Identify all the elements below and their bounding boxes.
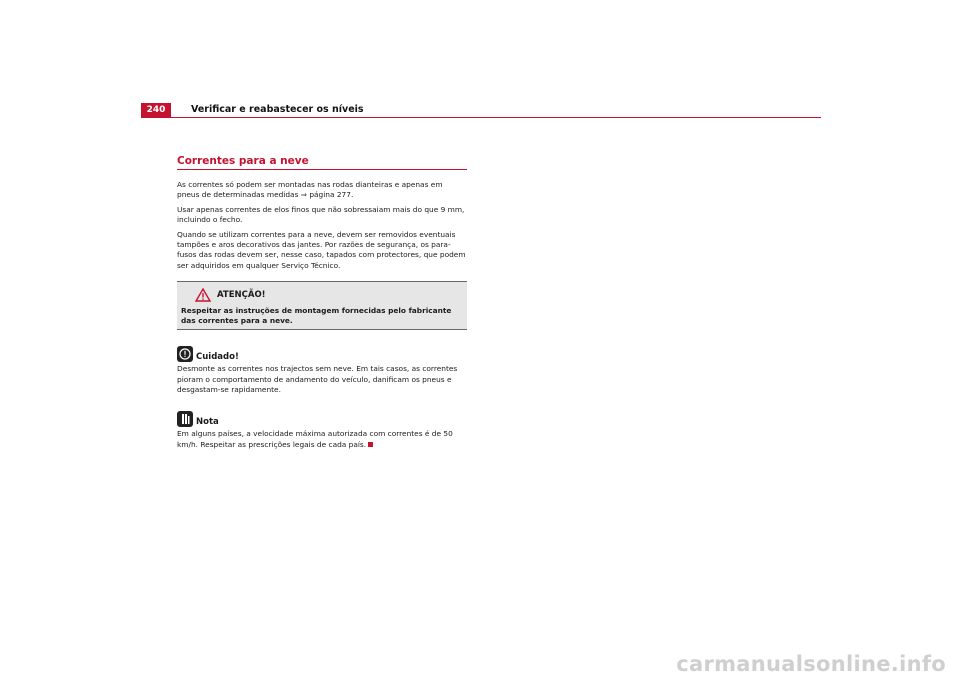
end-of-section-mark — [368, 442, 373, 447]
note-text-line — [177, 429, 467, 450]
caution-title: Cuidado! — [196, 352, 239, 363]
content-column — [177, 155, 467, 454]
warning-triangle-icon — [195, 288, 211, 302]
paragraph-3: Quando se utilizam correntes para a neve, devem ser removidos eventuais tampões e aros decorativos das jantes. Por razões de segurança, os para-fusos das rodas devem ser, nesse caso, tapados com protectores, que podem ser adquiridos em qualquer Serviço Técnico. — [177, 229, 466, 270]
warning-text: Respeitar as instruções de montagem fornecidas pelo fabricante das correntes para a neve. — [181, 306, 452, 326]
footer-watermark: carmanualsonline.info — [676, 652, 946, 676]
paragraph-2: Usar apenas correntes de elos finos que não sobressaiam mais do que 9 mm, incluindo o fecho. — [177, 204, 465, 225]
caution-block — [177, 342, 467, 395]
note-text: Em alguns países, a velocidade máxima autorizada com correntes é de 50 km/h. Respeitar as prescrições legais de cada país. — [177, 429, 453, 449]
paragraph-1: As correntes só podem ser montadas nas rodas dianteiras e apenas em pneus de determinadas medidas ⇒ página 277. — [177, 180, 443, 200]
note-block — [177, 407, 467, 450]
note-title: Nota — [196, 417, 219, 428]
caution-text: Desmonte as correntes nos trajectos sem neve. Em tais casos, as correntes pioram o comportamento de andamento do veículo, danificam os pneus e desgastam-se rapidamente. — [177, 364, 458, 395]
running-title: Verificar e reabastecer os níveis — [191, 104, 364, 115]
section-title: Correntes para a neve — [177, 155, 467, 170]
header-rule — [141, 117, 821, 118]
warning-box — [177, 281, 467, 330]
note-header — [177, 407, 467, 427]
caution-header — [177, 342, 467, 362]
caution-icon — [177, 346, 193, 362]
warning-header — [195, 288, 463, 302]
note-icon — [177, 411, 193, 427]
warning-title: ATENÇÃO! — [217, 290, 266, 301]
page-number: 240 — [141, 103, 171, 117]
